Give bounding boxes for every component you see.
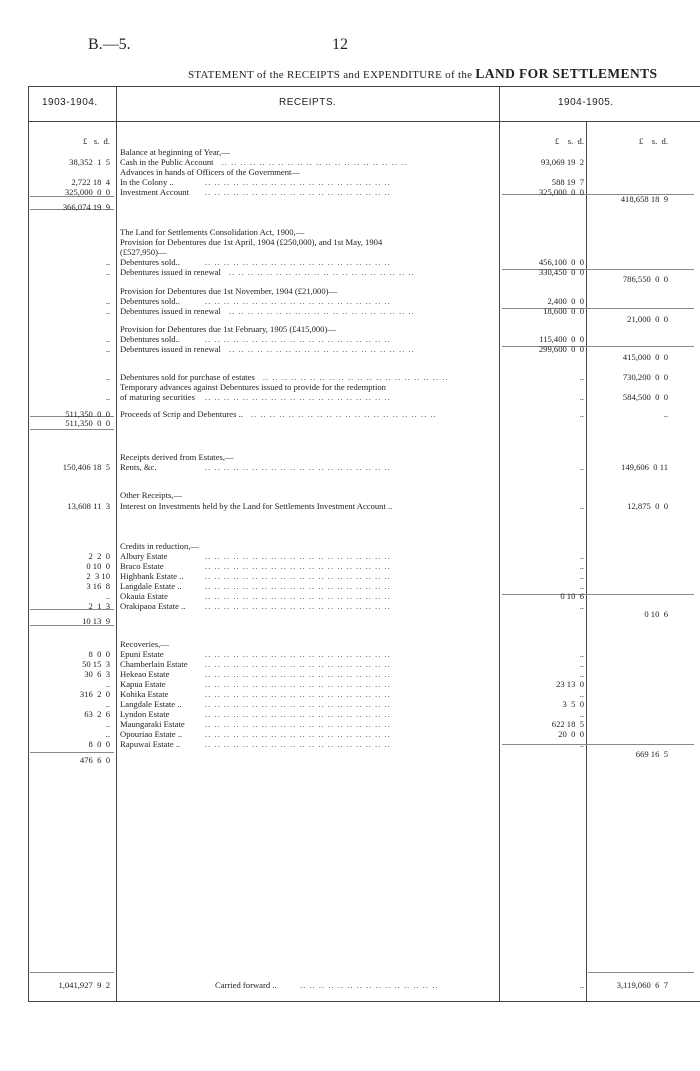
table-row: [0, 418, 700, 428]
receipt-description: Orakipaoa Estate ..: [120, 601, 186, 611]
receipt-description: Rents, &c.: [120, 462, 157, 472]
amount-1903-1904: 10 13 9: [82, 616, 110, 626]
table-row: [0, 314, 700, 324]
amount-1903-1904: ..: [105, 334, 110, 344]
dot-leader: .. .. .. .. .. .. .. .. .. .. .. .. .. .. .. .. .. .. .. ..: [205, 739, 391, 749]
receipt-description: Balance at beginning of Year,—: [120, 147, 230, 157]
receipt-description: Kapua Estate: [120, 679, 166, 689]
table-row: [0, 709, 700, 719]
amount-1903-1904: 63 2 6: [84, 709, 110, 719]
dot-leader: .. .. .. .. .. .. .. .. .. .. .. .. .. .. .. .. .. .. .. ..: [205, 296, 391, 306]
table-row: [0, 490, 700, 500]
amount-1903-1904: 8 0 0: [88, 649, 110, 659]
receipt-description: Provision for Debentures due 1st February, 1905 (£415,000)—: [120, 324, 336, 334]
receipt-description: Advances in hands of Officers of the Government—: [120, 167, 301, 177]
amount-1903-1904: 316 2 0: [79, 689, 110, 699]
dot-leader: .. .. .. .. .. .. .. .. .. .. .. .. .. .. .. .. .. .. .. ..: [205, 659, 391, 669]
receipt-description: Opouriao Estate ..: [120, 729, 183, 739]
table-row: [0, 755, 700, 765]
page-number: 12: [332, 36, 348, 53]
amount-1904-1905-detail: 456,100 0 0: [538, 257, 584, 267]
table-row: [0, 274, 700, 284]
table-row: [0, 147, 700, 157]
amount-1903-1904: ..: [105, 344, 110, 354]
amount-1903-1904: 2 1 3: [88, 601, 110, 611]
amount-1904-1905-detail: ..: [579, 581, 584, 591]
amount-1903-1904: 511,350 0 0: [65, 409, 110, 419]
dot-leader: .. .. .. .. .. .. .. .. .. .. .. .. .. .. .. .. .. .. .. ..: [250, 409, 437, 419]
dot-leader: .. .. .. .. .. .. .. .. .. .. .. .. .. .. .. .. .. .. .. ..: [205, 709, 391, 719]
amount-1903-1904: 50 15 3: [82, 659, 110, 669]
amount-1904-1905-total: 415,000 0 0: [622, 352, 668, 362]
table-row: [0, 286, 700, 296]
amount-1904-1905-detail: ..: [579, 649, 584, 659]
receipt-description: Highbank Estate ..: [120, 571, 184, 581]
table-row: [0, 561, 700, 571]
receipt-description: (£527,950)—: [120, 247, 167, 257]
receipt-description: Receipts derived from Estates,—: [120, 452, 234, 462]
amount-1904-1905-total: 786,550 0 0: [622, 274, 668, 284]
dot-leader: .. .. .. .. .. .. .. .. .. .. .. .. .. .. .. .. .. .. .. ..: [205, 561, 391, 571]
amount-1903-1904: ..: [105, 679, 110, 689]
table-top-rule: [28, 86, 700, 87]
table-row: [0, 372, 700, 382]
amount-1904-1905-detail: ..: [579, 571, 584, 581]
receipt-description: of maturing securities: [120, 392, 195, 402]
table-row: [0, 167, 700, 177]
receipt-description: Debentures sold..: [120, 296, 180, 306]
table-row: [0, 689, 700, 699]
amount-1903-1904: 511,350 0 0: [65, 418, 110, 428]
table-row: [0, 352, 700, 362]
dot-leader: .. .. .. .. .. .. .. .. .. .. .. .. .. .. .. .. .. .. .. ..: [221, 157, 408, 167]
footer-left-total: 1,041,927 9 2: [58, 980, 110, 990]
rule-scrip-left-2: [30, 429, 114, 430]
units-mid: £ s. d.: [554, 136, 584, 146]
table-row: [0, 591, 700, 601]
units-right: £ s. d.: [638, 136, 668, 146]
dot-leader: .. .. .. .. .. .. .. .. .. .. .. .. .. .. .. .. .. .. .. ..: [228, 267, 415, 277]
header-bottom-rule: [28, 121, 700, 122]
amount-1904-1905-detail: ..: [579, 709, 584, 719]
receipt-description: Epuni Estate: [120, 649, 164, 659]
dot-leader: .. .. .. .. .. .. .. .. .. .. .. .. .. .. .. .. .. .. .. ..: [205, 591, 391, 601]
amount-1904-1905-detail: 115,400 0 0: [539, 334, 584, 344]
amount-1904-1905-detail: 325,000 0 0: [538, 187, 584, 197]
dot-leader: .. .. .. .. .. .. .. .. .. .. .. .. .. .. .. .. .. .. .. ..: [205, 729, 391, 739]
amount-1904-1905-detail: ..: [579, 392, 584, 402]
amount-1904-1905-detail: ..: [579, 689, 584, 699]
table-row: [0, 334, 700, 344]
amount-1903-1904: 3 16 8: [86, 581, 110, 591]
amount-1904-1905-total: 730,200 0 0: [622, 372, 668, 382]
amount-1903-1904: 0 10 0: [86, 561, 110, 571]
right-year-heading: 1904-1905.: [558, 97, 614, 108]
amount-1904-1905-total: 12,875 0 0: [627, 501, 668, 511]
amount-1904-1905-detail: 588 19 7: [551, 177, 584, 187]
amount-1904-1905-total: 669 16 5: [635, 749, 668, 759]
amount-1904-1905-detail: 18,600 0 0: [543, 306, 584, 316]
amount-1903-1904: ..: [105, 729, 110, 739]
amount-1903-1904: 13,608 11 3: [67, 501, 110, 511]
amount-1904-1905-detail: ..: [579, 659, 584, 669]
amount-1903-1904: 2 3 10: [86, 571, 110, 581]
dot-leader: .. .. .. .. .. .. .. .. .. .. .. .. .. .. .. .. .. .. .. ..: [205, 177, 391, 187]
receipt-description: Debentures issued in renewal: [120, 306, 221, 316]
amount-1903-1904: 38,352 1 5: [69, 157, 110, 167]
dot-leader: .. .. .. .. .. .. .. .. .. .. .. .. .. .. .. .. .. .. .. ..: [205, 571, 391, 581]
amount-1904-1905-total: ..: [663, 409, 668, 419]
table-row: [0, 639, 700, 649]
table-row: [0, 699, 700, 709]
receipt-description: Chamberlain Estate: [120, 659, 188, 669]
dot-leader: .. .. .. .. .. .. .. .. .. .. .. .. .. .. .. .. .. .. .. ..: [205, 679, 391, 689]
title-bold: LAND FOR SETTLEMENTS: [475, 66, 658, 81]
receipt-description: Albury Estate: [120, 551, 168, 561]
dot-leader: .. .. .. .. .. .. .. .. .. .. .. .. .. .. .. .. .. .. .. ..: [205, 669, 391, 679]
table-row: [0, 501, 700, 511]
receipt-description: Langdale Estate ..: [120, 699, 182, 709]
amount-1904-1905-total: 418,658 18 9: [620, 194, 668, 204]
dot-leader: .. .. .. .. .. .. .. .. .. .. .. .. .. .. .. .. .. .. .. ..: [205, 649, 391, 659]
statement-title: [188, 66, 657, 82]
receipt-description: Rapuwai Estate ..: [120, 739, 181, 749]
receipt-description: The Land for Settlements Consolidation Act, 1900,—: [120, 227, 305, 237]
receipt-description: Investment Account: [120, 187, 189, 197]
amount-1903-1904: ..: [105, 392, 110, 402]
amount-1904-1905-detail: 3 5 0: [562, 699, 584, 709]
table-row: [0, 719, 700, 729]
table-row: [0, 382, 700, 392]
receipt-description: Langdale Estate ..: [120, 581, 182, 591]
page-identifier: B.—5.: [88, 36, 131, 53]
receipt-description: Debentures issued in renewal: [120, 267, 221, 277]
receipt-description: Hekeao Estate: [120, 669, 170, 679]
amount-1903-1904: 2,722 18 4: [71, 177, 110, 187]
receipts-heading: RECEIPTS.: [279, 97, 337, 108]
amount-1904-1905-detail: 93,069 19 2: [541, 157, 584, 167]
dot-leader: .. .. .. .. .. .. .. .. .. .. .. .. .. .. .. .. .. .. .. ..: [205, 392, 391, 402]
amount-1903-1904: 476 6 0: [79, 755, 110, 765]
amount-1904-1905-detail: ..: [579, 501, 584, 511]
table-row: [0, 649, 700, 659]
carried-forward-label: Carried forward ..: [215, 980, 277, 990]
dot-leader: .. .. .. .. .. .. .. .. .. .. .. .. .. .. .. .. .. .. .. ..: [228, 344, 415, 354]
rule-footer-right: [588, 972, 694, 973]
dot-leader: .. .. .. .. .. .. .. .. .. .. .. .. .. .. .. .. .. .. .. ..: [205, 581, 391, 591]
dot-leader: .. .. .. .. .. .. .. .. .. .. .. .. .. .. .. .. .. .. .. ..: [205, 719, 391, 729]
table-row: [0, 541, 700, 551]
receipt-description: Proceeds of Scrip and Debentures ..: [120, 409, 243, 419]
receipt-description: In the Colony ..: [120, 177, 174, 187]
amount-1903-1904: ..: [105, 591, 110, 601]
amount-1904-1905-detail: 330,450 0 0: [538, 267, 584, 277]
receipt-description: Maungaraki Estate: [120, 719, 185, 729]
dot-leader: .. .. .. .. .. .. .. .. .. .. .. .. .. .. .. .. .. .. .. ..: [262, 372, 449, 382]
receipt-description: Debentures sold..: [120, 257, 180, 267]
table-row: [0, 247, 700, 257]
amount-1904-1905-detail: ..: [579, 462, 584, 472]
amount-1903-1904: ..: [105, 699, 110, 709]
amount-1903-1904: 2 2 0: [88, 551, 110, 561]
table-bottom-rule: [28, 1001, 700, 1002]
amount-1904-1905-detail: ..: [579, 561, 584, 571]
table-row: [0, 392, 700, 402]
dot-leader: .. .. .. .. .. .. .. .. .. .. .. .. .. .. .. .. .. .. .. ..: [205, 462, 391, 472]
amount-1903-1904: ..: [105, 257, 110, 267]
dot-leader: .. .. .. .. .. .. .. .. .. .. .. .. .. .. .. .. .. .. .. ..: [205, 334, 391, 344]
amount-1903-1904: 366,074 19 9: [62, 202, 110, 212]
amount-1903-1904: ..: [105, 372, 110, 382]
carried-forward-row: [0, 980, 700, 990]
amount-1904-1905-detail: 299,600 0 0: [538, 344, 584, 354]
table-row: [0, 669, 700, 679]
amount-1903-1904: 8 0 0: [88, 739, 110, 749]
amount-1903-1904: 325,000 0 0: [64, 187, 110, 197]
amount-1903-1904: 30 6 3: [84, 669, 110, 679]
receipt-description: Cash in the Public Account: [120, 157, 214, 167]
dot-leader: .. .. .. .. .. .. .. .. .. .. .. .. .. .. .. .. .. .. .. ..: [205, 551, 391, 561]
amount-1904-1905-detail: ..: [579, 551, 584, 561]
receipt-description: Interest on Investments held by the Land for Settlements Investment Account ..: [120, 501, 393, 511]
amount-1903-1904: 150,406 18 5: [62, 462, 110, 472]
amount-1904-1905-detail: ..: [579, 601, 584, 611]
dot-leader: .. .. .. .. .. .. .. .. .. .. .. .. .. .. .. .. .. .. .. ..: [205, 699, 391, 709]
table-row: [0, 729, 700, 739]
table-row: [0, 157, 700, 167]
amount-1904-1905-total: 0 10 6: [644, 609, 668, 619]
dot-leader: .. .. .. .. .. .. .. .. .. .. .. .. .. .. .. .. .. .. .. ..: [205, 257, 391, 267]
table-row: [0, 659, 700, 669]
table-row: [0, 257, 700, 267]
receipt-description: Recoveries,—: [120, 639, 169, 649]
table-row: [0, 237, 700, 247]
table-row: [0, 462, 700, 472]
table-row: [0, 227, 700, 237]
amount-1904-1905-detail: ..: [579, 739, 584, 749]
units-left: £ s. d.: [83, 136, 110, 146]
receipt-description: Okauia Estate: [120, 591, 168, 601]
title-prefix: STATEMENT of the RECEIPTS and EXPENDITURE of the: [188, 69, 473, 81]
table-row: [0, 296, 700, 306]
amount-1903-1904: ..: [105, 296, 110, 306]
rule-footer-left: [30, 972, 114, 973]
amount-1904-1905-detail: ..: [579, 372, 584, 382]
amount-1904-1905-total: 584,500 0 0: [622, 392, 668, 402]
amount-1904-1905-total: 149,606 0 11: [621, 462, 668, 472]
amount-1904-1905-detail: 622 18 5: [551, 719, 584, 729]
left-year-heading: 1903-1904.: [42, 97, 98, 108]
receipt-description: Provision for Debentures due 1st April, 1904 (£250,000), and 1st May, 1904: [120, 237, 383, 247]
table-row: [0, 324, 700, 334]
units-row: [0, 136, 700, 146]
table-row: [0, 202, 700, 212]
amount-1903-1904: ..: [105, 306, 110, 316]
dot-leader: .. .. .. .. .. .. .. .. .. .. .. .. .. .. ..: [300, 980, 439, 990]
receipt-description: Credits in reduction,—: [120, 541, 200, 551]
amount-1904-1905-detail: 20 0 0: [558, 729, 584, 739]
footer-right-total: 3,119,060 6 7: [616, 980, 668, 990]
amount-1904-1905-detail: 2,400 0 0: [547, 296, 584, 306]
table-row: [0, 616, 700, 626]
receipt-description: Debentures sold..: [120, 334, 180, 344]
amount-1903-1904: ..: [105, 719, 110, 729]
receipt-description: Debentures issued in renewal: [120, 344, 221, 354]
dot-leader: .. .. .. .. .. .. .. .. .. .. .. .. .. .. .. .. .. .. .. ..: [228, 306, 415, 316]
table-row: [0, 551, 700, 561]
amount-1904-1905-detail: ..: [579, 409, 584, 419]
footer-mid: ..: [579, 980, 584, 990]
dot-leader: .. .. .. .. .. .. .. .. .. .. .. .. .. .. .. .. .. .. .. ..: [205, 689, 391, 699]
dot-leader: .. .. .. .. .. .. .. .. .. .. .. .. .. .. .. .. .. .. .. ..: [205, 187, 391, 197]
table-row: [0, 177, 700, 187]
table-row: [0, 679, 700, 689]
table-row: [0, 452, 700, 462]
receipt-description: Braco Estate: [120, 561, 164, 571]
receipt-description: Other Receipts,—: [120, 490, 183, 500]
receipt-description: Temporary advances against Debentures issued to provide for the redemption: [120, 382, 386, 392]
receipt-description: Provision for Debentures due 1st November, 1904 (£21,000)—: [120, 286, 338, 296]
amount-1904-1905-detail: ..: [579, 669, 584, 679]
table-row: [0, 739, 700, 749]
table-row: [0, 581, 700, 591]
table-row: [0, 571, 700, 581]
dot-leader: .. .. .. .. .. .. .. .. .. .. .. .. .. .. .. .. .. .. .. ..: [205, 601, 391, 611]
receipt-description: Debentures sold for purchase of estates: [120, 372, 255, 382]
amount-1903-1904: ..: [105, 267, 110, 277]
amount-1904-1905-detail: 0 10 6: [560, 591, 584, 601]
receipt-description: Kohika Estate: [120, 689, 169, 699]
amount-1904-1905-total: 21,000 0 0: [627, 314, 668, 324]
amount-1904-1905-detail: 23 13 0: [556, 679, 584, 689]
receipt-description: Lyndon Estate: [120, 709, 170, 719]
